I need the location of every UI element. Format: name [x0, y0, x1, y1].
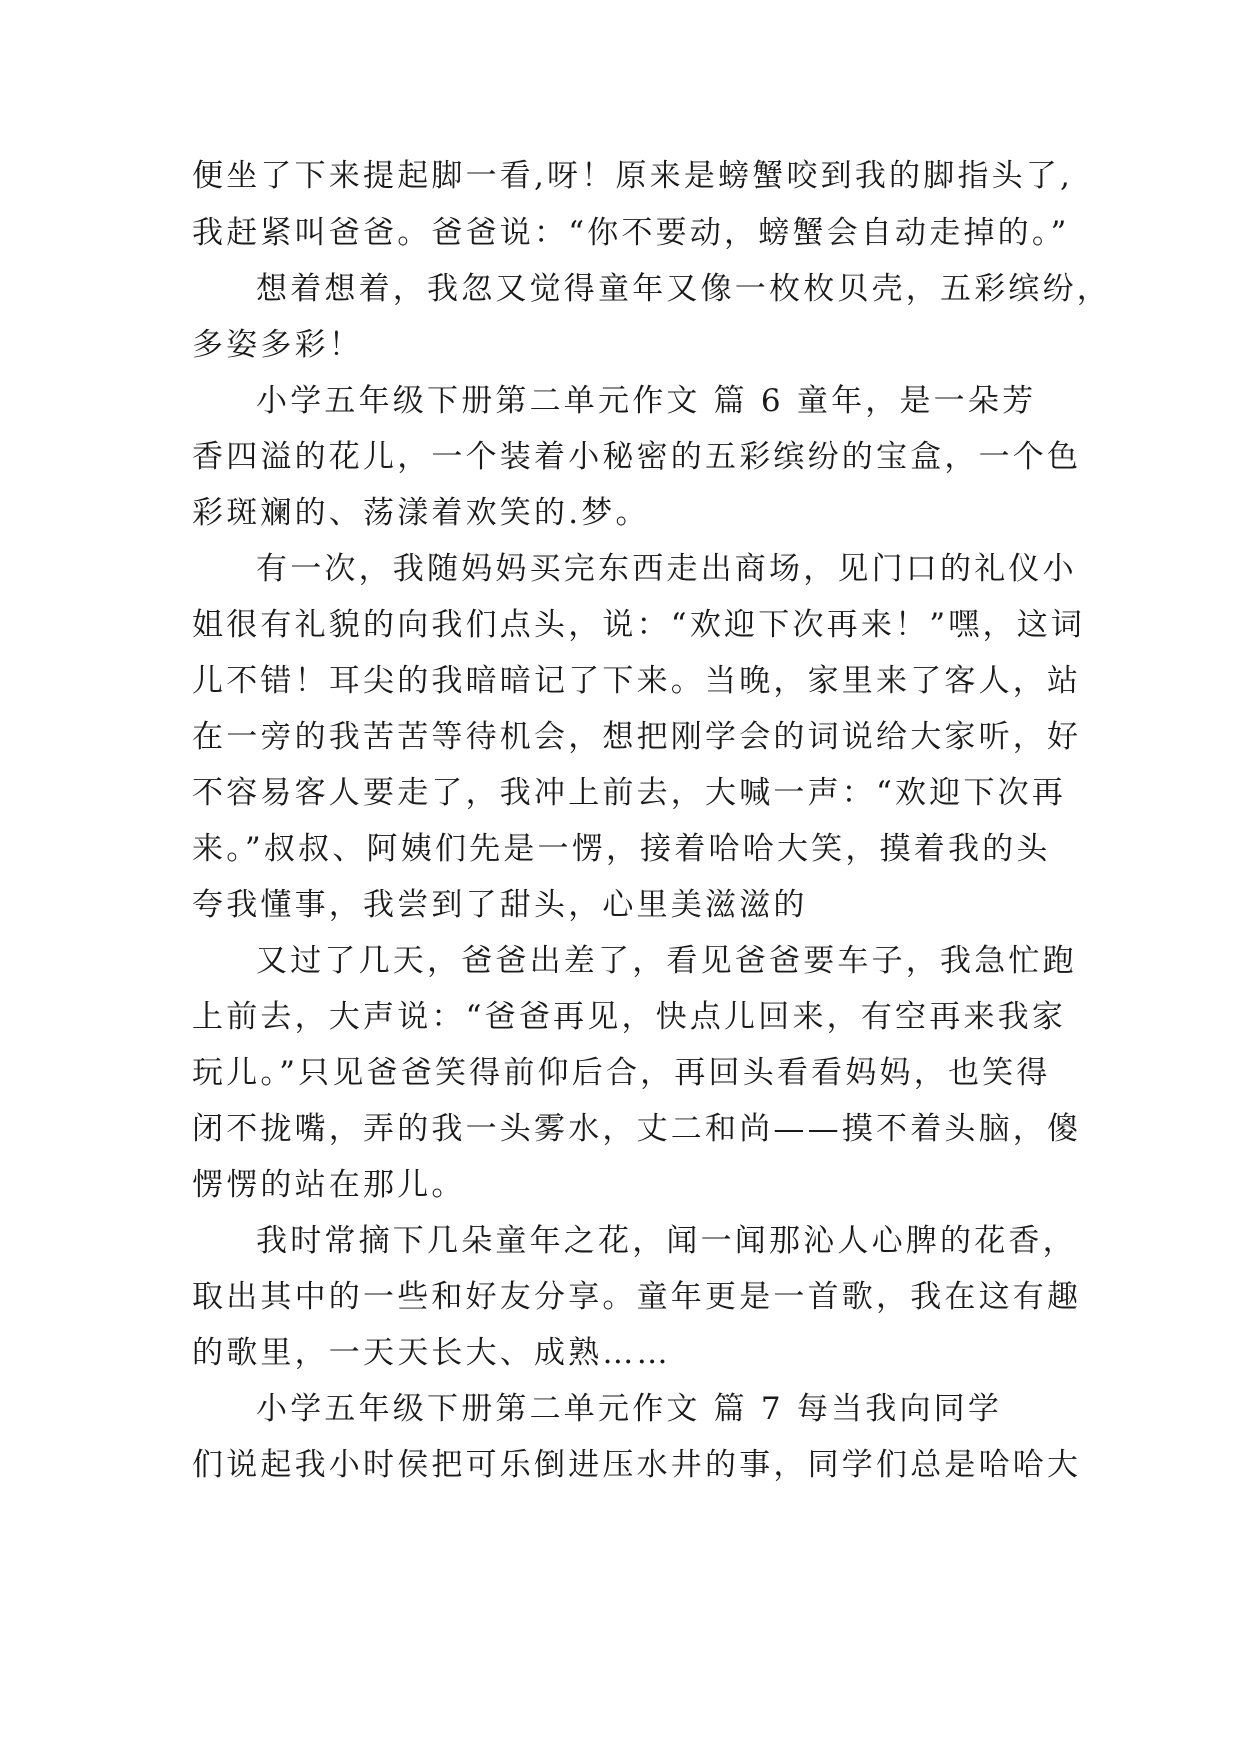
text-line: 来。”叔叔、阿姨们先是一愣，接着哈哈大笑，摸着我的头 [192, 831, 1051, 867]
text-line: 儿不错！耳尖的我暗暗记了下来。当晚，家里来了客人，站 [192, 663, 1082, 699]
text-line: 姐很有礼貌的向我们点头，说：“欢迎下次再来！”嘿，这词 [192, 607, 1086, 643]
paragraph-first-line: 又过了几天，爸爸出差了，看见爸爸要车子，我急忙跑 [256, 943, 1077, 979]
text-line: 彩斑斓的、荡漾着欢笑的.梦。 [192, 495, 650, 531]
paragraph-first-line: 有一次，我随妈妈买完东西走出商场，见门口的礼仪小 [256, 551, 1077, 587]
text-line: 不容易客人要走了，我冲上前去，大喊一声：“欢迎下次再 [192, 775, 1067, 811]
section-heading-line: 小学五年级下册第二单元作文 篇 6 童年，是一朵芳 [256, 383, 1037, 419]
text-line: 闭不拢嘴，弄的我一头雾水，丈二和尚——摸不着头脑，傻 [192, 1111, 1082, 1147]
text-line: 上前去，大声说：“爸爸再见，快点儿回来，有空再来我家 [192, 999, 1067, 1035]
text-line: 多姿多彩！ [192, 327, 363, 363]
section-heading-line: 小学五年级下册第二单元作文 篇 7 每当我向同学 [256, 1391, 1003, 1427]
text-line: 在一旁的我苦苦等待机会，想把刚学会的词说给大家听，好 [192, 719, 1082, 755]
text-line: 夸我懂事，我尝到了甜头，心里美滋滋的 [192, 887, 808, 923]
text-line: 我赶紧叫爸爸。爸爸说：“你不要动，螃蟹会自动走掉的。” [192, 215, 1070, 251]
paragraph-first-line: 我时常摘下几朵童年之花，闻一闻那沁人心脾的花香， [256, 1223, 1077, 1259]
text-line: 的歌里，一天天长大、成熟…… [192, 1335, 671, 1371]
text-line: 便坐了下来提起脚一看,呀！原来是螃蟹咬到我的脚指头了, [192, 158, 1074, 194]
text-line: 香四溢的花儿，一个装着小秘密的五彩缤纷的宝盒，一个色 [192, 439, 1082, 475]
text-line: 愣愣的站在那儿。 [192, 1167, 466, 1203]
text-line: 取出其中的一些和好友分享。童年更是一首歌，我在这有趣 [192, 1279, 1082, 1315]
text-line: 们说起我小时侯把可乐倒进压水井的事，同学们总是哈哈大 [192, 1447, 1082, 1483]
paragraph-first-line: 想着想着，我忽又觉得童年又像一枚枚贝壳，五彩缤纷， [256, 271, 1111, 307]
text-line: 玩儿。”只见爸爸笑得前仰后合，再回头看看妈妈，也笑得 [192, 1055, 1051, 1091]
